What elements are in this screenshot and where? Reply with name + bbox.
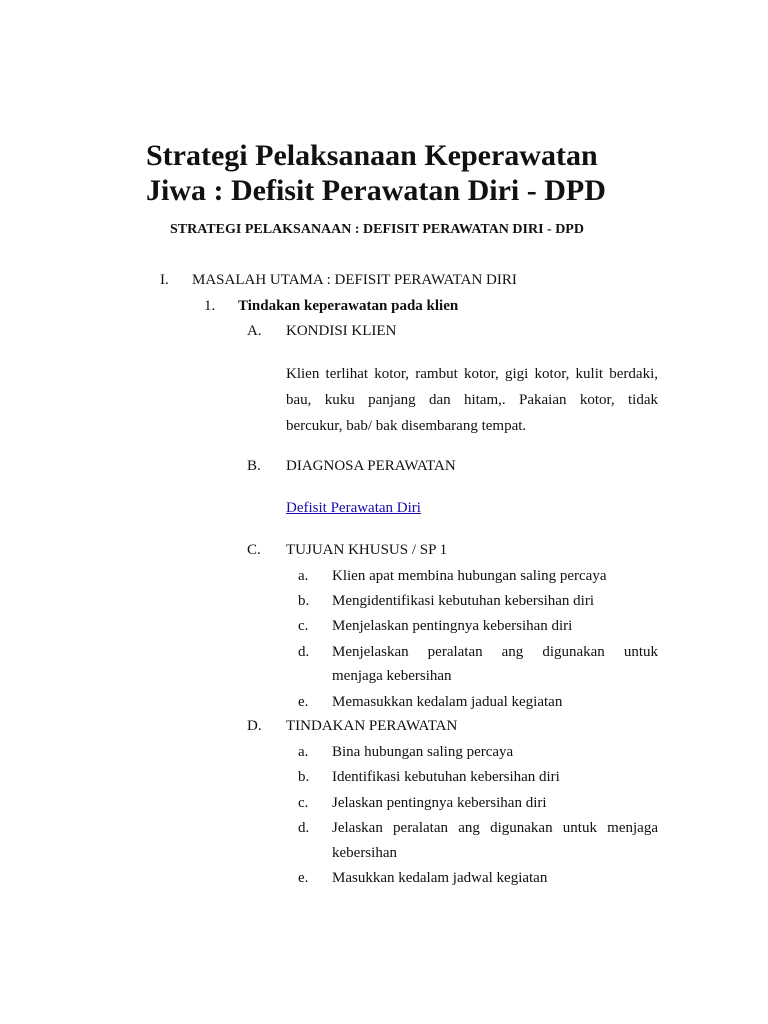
page-title-line-1: Strategi Pelaksanaan Keperawatan [146, 139, 598, 172]
list-marker: b. [298, 769, 310, 785]
list-item: Masukkan kedalam jadwal kegiatan [332, 870, 548, 886]
section-heading: MASALAH UTAMA : DEFISIT PERAWATAN DIRI [192, 272, 517, 288]
list-item: Menjelaskan peralatan ang digunakan untuk [332, 644, 658, 660]
part-b-marker: B. [247, 458, 261, 474]
list-item: Bina hubungan saling percaya [332, 744, 514, 760]
list-item: Klien apat membina hubungan saling percaya [332, 568, 607, 584]
list-marker: b. [298, 593, 310, 609]
part-a-marker: A. [247, 323, 262, 339]
list-item: Memasukkan kedalam jadual kegiatan [332, 694, 563, 710]
part-b-heading: DIAGNOSA PERAWATAN [286, 458, 456, 474]
section-marker: I. [160, 272, 169, 288]
list-item: Identifikasi kebutuhan kebersihan diri [332, 769, 560, 785]
part-c-marker: C. [247, 542, 261, 558]
list-item: Jelaskan pentingnya kebersihan diri [332, 795, 547, 811]
list-item-continuation: kebersihan [332, 845, 397, 861]
part-a-heading: KONDISI KLIEN [286, 323, 397, 339]
paragraph-line: bau, kuku panjang dan hitam,. Pakaian kotor, tidak [286, 392, 658, 408]
part-d-marker: D. [247, 718, 262, 734]
list-marker: c. [298, 795, 309, 811]
page-title-line-2: Jiwa : Defisit Perawatan Diri - DPD [146, 174, 606, 207]
list-marker: d. [298, 644, 310, 660]
subsection-heading: Tindakan keperawatan pada klien [238, 298, 459, 314]
list-item: Menjelaskan pentingnya kebersihan diri [332, 618, 573, 634]
list-marker: e. [298, 870, 309, 886]
part-d-heading: TINDAKAN PERAWATAN [286, 718, 458, 734]
client-condition-paragraph [286, 361, 658, 439]
diagnosis-link[interactable]: Defisit Perawatan Diri [286, 500, 421, 516]
list-marker: a. [298, 744, 309, 760]
list-marker: e. [298, 694, 309, 710]
paragraph-line: Klien terlihat kotor, rambut kotor, gigi kotor, kulit berdaki, [286, 366, 658, 382]
list-marker: a. [298, 568, 309, 584]
subsection-marker: 1. [204, 298, 216, 314]
list-item-continuation: menjaga kebersihan [332, 668, 452, 684]
list-item: Mengidentifikasi kebutuhan kebersihan diri [332, 593, 595, 609]
list-marker: c. [298, 618, 309, 634]
paragraph-line: bercukur, bab/ bak disembarang tempat. [286, 418, 527, 434]
list-marker: d. [298, 820, 310, 836]
page-subtitle: STRATEGI PELAKSANAAN : DEFISIT PERAWATAN DIRI - DPD [170, 222, 584, 237]
list-item: Jelaskan peralatan ang digunakan untuk menjaga [332, 820, 658, 836]
part-c-heading: TUJUAN KHUSUS / SP 1 [286, 542, 448, 558]
